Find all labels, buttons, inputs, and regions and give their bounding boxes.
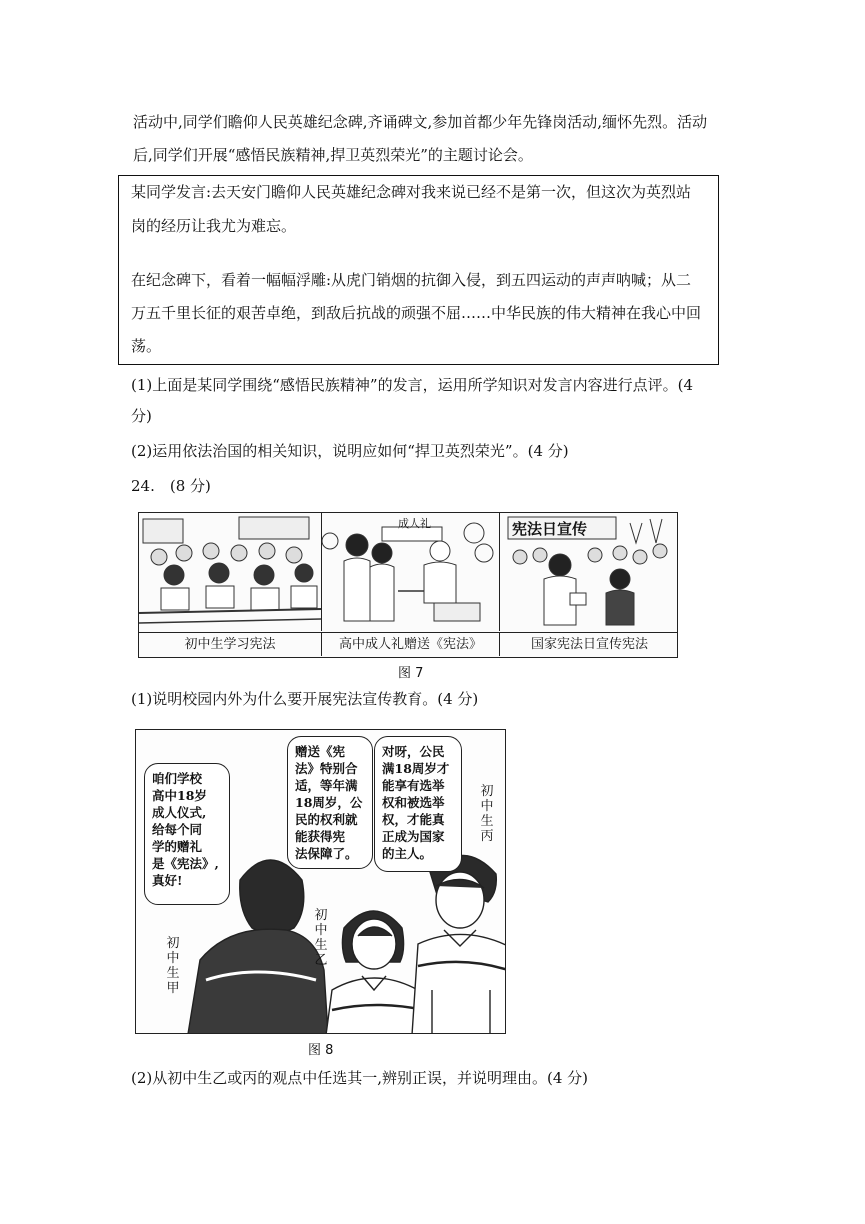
bubble-line: 满18周岁才 — [382, 761, 450, 776]
classroom-illustration — [139, 513, 322, 631]
bubble-line: 18周岁，公 — [295, 795, 363, 810]
fig7-panel-students — [139, 513, 322, 631]
bubble-line: 能享有选举 — [382, 778, 445, 793]
constitution-banner: 宪法日宣传 — [512, 520, 588, 538]
q23-sub1-line-1: (1)上面是某同学围绕“感悟民族精神”的发言，运用所学知识对发言内容进行点评。(4 — [131, 376, 693, 394]
bubble-line: 适，等年满 — [295, 778, 358, 793]
speech-line: 万五千里长征的艰苦卓绝，到敌后抗战的顽强不屈……中华民族的伟大精神在我心中回 — [131, 304, 702, 322]
fig7-caption: 高中成人礼赠送《宪法》 — [322, 633, 500, 656]
bubble-line: 法》特别合 — [295, 761, 358, 776]
q24-sub2: (2)从初中生乙或丙的观点中任选其一,辨别正误，并说明理由。(4 分) — [131, 1069, 589, 1087]
speech-line: 岗的经历让我尤为难忘。 — [131, 217, 297, 235]
intro-line-1: 活动中,同学们瞻仰人民英雄纪念碑,齐诵碑文,参加首都少年先锋岗活动,缅怀先烈。活动 — [133, 113, 708, 131]
fig7-caption: 初中生学习宪法 — [139, 633, 322, 656]
q24-header: 24. (8 分) — [131, 477, 211, 495]
speech-bubble-bing — [374, 736, 462, 872]
bubble-line: 权，才能真 — [382, 812, 445, 827]
bubble-line: 的主人。 — [382, 846, 433, 861]
q23-sub2: (2)运用依法治国的相关知识，说明应如何“捍卫英烈荣光”。(4 分) — [131, 442, 569, 460]
bubble-line: 给每个同 — [152, 822, 203, 837]
figure-8-label: 图 8 — [308, 1043, 334, 1058]
speech-bubble-jia — [144, 763, 230, 905]
bubble-line: 正成为国家 — [382, 829, 445, 844]
intro-line-2: 后,同学们开展“感悟民族精神,捍卫英烈荣光”的主题讨论会。 — [133, 146, 533, 164]
label-student-yi: 初 中 生 乙 — [314, 908, 328, 968]
q23-sub1-line-2: 分) — [131, 407, 152, 425]
fig7-caption-row — [139, 632, 677, 656]
speech-line: 在纪念碑下，看着一幅幅浮雕:从虎门销烟的抗御入侵，到五四运动的声声呐喊；从二 — [131, 271, 692, 289]
bubble-line: 权和被选举 — [382, 795, 445, 810]
bubble-line: 民的权利就 — [295, 812, 358, 827]
bubble-line: 咱们学校 — [152, 771, 203, 786]
figure-8 — [135, 729, 506, 1034]
q24-sub1: (1)说明校园内外为什么要开展宪法宣传教育。(4 分) — [131, 690, 479, 708]
bubble-line: 法保障了。 — [295, 846, 358, 861]
fig7-caption: 国家宪法日宣传宪法 — [530, 637, 648, 652]
bubble-line: 学的赠礼 — [152, 839, 203, 854]
bubble-line: 成人仪式, — [152, 805, 207, 820]
bubble-line: 对呀，公民 — [382, 744, 445, 759]
bubble-line: 是《宪法》, — [152, 856, 219, 871]
bubble-line: 赠送《宪 — [295, 744, 346, 759]
fig7-panel-ceremony — [322, 513, 500, 631]
speech-line: 荡。 — [131, 337, 162, 355]
fig7-panel-constitution-day — [500, 513, 678, 631]
bubble-line: 能获得宪 — [295, 829, 346, 844]
figure-7 — [138, 512, 678, 658]
label-student-jia: 初 中 生 甲 — [166, 936, 180, 996]
bubble-line: 高中18岁 — [152, 788, 207, 803]
bubble-line: 真好! — [152, 873, 183, 888]
speech-box — [118, 175, 719, 365]
speech-bubble-yi — [287, 736, 373, 869]
ceremony-sign: 成人礼 — [398, 517, 431, 530]
label-student-bing: 初 中 生 丙 — [480, 784, 494, 844]
speech-line: 某同学发言:去天安门瞻仰人民英雄纪念碑对我来说已经不是第一次，但这次为英烈站 — [131, 183, 692, 201]
figure-7-label: 图 7 — [398, 666, 424, 681]
